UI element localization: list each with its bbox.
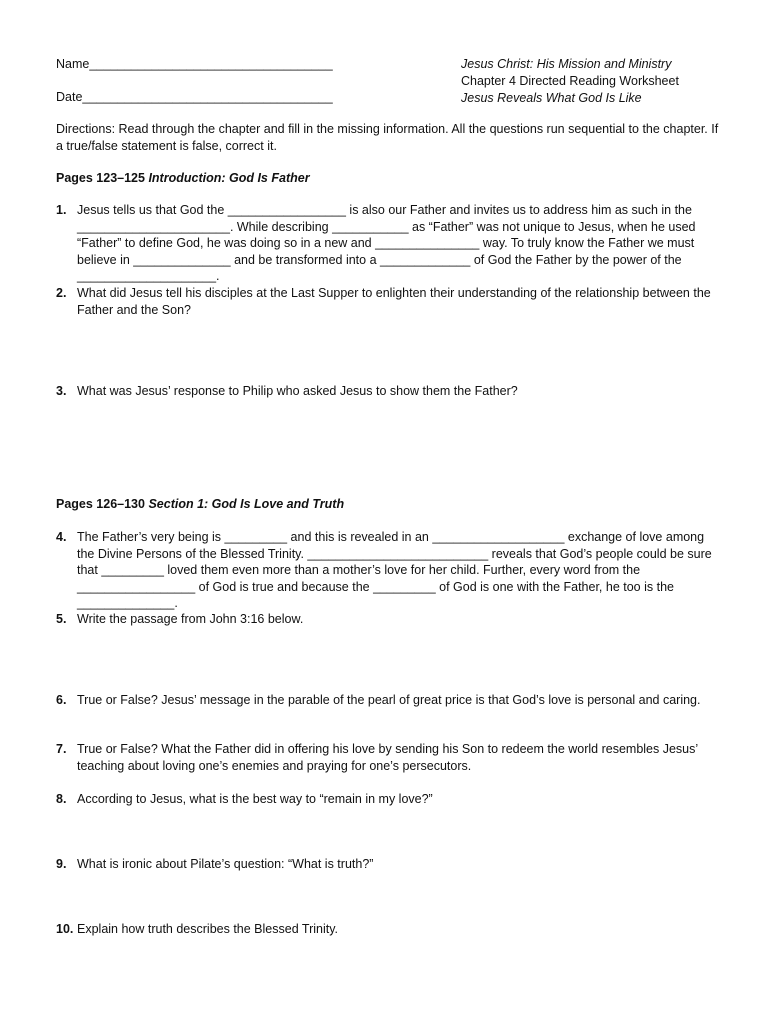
question-number: 6. (56, 693, 67, 707)
question-2 (56, 285, 716, 318)
question-number: 8. (56, 792, 67, 806)
question-number: 3. (56, 384, 67, 398)
question-text: True or False? Jesus’ message in the parable of the pearl of great price is that God’s love is personal and caring. (77, 693, 701, 707)
question-number: 4. (56, 530, 67, 544)
section-pages: Pages 123–125 (56, 171, 145, 185)
section-heading-love-truth (56, 496, 344, 513)
question-3 (56, 383, 716, 400)
question-number: 1. (56, 203, 67, 217)
question-5 (56, 611, 716, 628)
name-field-label[interactable]: Name___________________________________ (56, 57, 333, 71)
directions-text: Directions: Read through the chapter and fill in the missing information. All the questions run sequential to the chapter. If a true/false statement is false, correct it. (56, 122, 719, 153)
question-8 (56, 791, 716, 808)
section-title: Section 1: God Is Love and Truth (148, 497, 345, 511)
question-6 (56, 692, 716, 709)
question-text: What did Jesus tell his disciples at the Last Supper to enlighten their understanding of the relationship between the Father and the Son? (77, 286, 711, 317)
question-number: 9. (56, 857, 67, 871)
question-number: 10. (56, 922, 74, 936)
worksheet-heading (461, 56, 679, 107)
course-title: Jesus Christ: His Mission and Ministry (461, 57, 672, 71)
section-title: Introduction: God Is Father (148, 171, 310, 185)
question-number: 2. (56, 286, 67, 300)
question-text: Jesus tells us that God the _________________ is also our Father and invites us to address him as such in the ______________________. While describing ___________ as “Father” was not unique to Jesus, when he used “Father” to define God, he was doing so in a new and _______________ way. To truly know the Father we must believe in ______________ and be transformed into a _____________ of God the Father by the power of the ____________________. (77, 203, 696, 284)
question-number: 5. (56, 612, 67, 626)
question-text: What was Jesus’ response to Philip who asked Jesus to show them the Father? (77, 384, 518, 398)
student-info (56, 56, 333, 122)
question-number: 7. (56, 742, 67, 756)
question-7 (56, 741, 716, 774)
chapter-title: Chapter 4 Directed Reading Worksheet (461, 74, 679, 88)
question-text: The Father’s very being is _________ and this is revealed in an ___________________ exchange of love among the Divine Persons of the Blessed Trinity. __________________________ reveals that God’s people could be sure that _________ loved them even more than a mother’s love for her child. Further, every word from the _________________ of God is true and because the _________ of God is one with the Father, he too is the ______________. (77, 530, 712, 611)
section-pages: Pages 126–130 (56, 497, 145, 511)
question-text: Explain how truth describes the Blessed Trinity. (77, 922, 339, 936)
section-heading-intro (56, 170, 310, 187)
question-4 (56, 529, 716, 612)
question-text: True or False? What the Father did in offering his love by sending his Son to redeem the world resembles Jesus’ teaching about loving one’s enemies and praying for one’s persecutors. (77, 742, 698, 773)
question-text: Write the passage from John 3:16 below. (77, 612, 304, 626)
question-text: According to Jesus, what is the best way to “remain in my love?” (77, 792, 433, 806)
date-field-label[interactable]: Date____________________________________ (56, 90, 333, 104)
chapter-subtitle: Jesus Reveals What God Is Like (461, 91, 642, 105)
question-text: What is ironic about Pilate’s question: “What is truth?” (77, 857, 374, 871)
question-9 (56, 856, 716, 873)
question-1 (56, 202, 716, 285)
question-10 (56, 921, 716, 938)
